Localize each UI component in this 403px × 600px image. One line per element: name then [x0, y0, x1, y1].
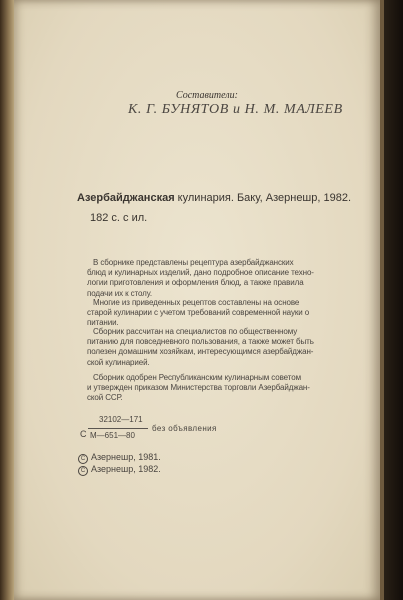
book-spine-left [0, 0, 14, 600]
approval-paragraph [87, 373, 339, 404]
annotation-line: питанию для повседневного пользования, а также может быть [87, 337, 314, 347]
annotation-line: старой кулинарии с учетом требований современной науки о [87, 308, 310, 318]
annotation-line: Многие из приведенных рецептов составлены на основе [93, 298, 300, 307]
catalog-title [77, 192, 351, 204]
annotation-paragraph-2 [87, 298, 339, 329]
copyright-line-1 [78, 452, 161, 464]
annotation-line: В сборнике представлены рецептура азербайджанских [93, 258, 294, 267]
annotation-line: и утвержден приказом Министерства торговли Азербайджан- [87, 383, 310, 393]
compilers-label: Составители: [176, 90, 238, 101]
compilers-names: К. Г. БУНЯТОВ и Н. М. МАЛЕЕВ [128, 102, 343, 117]
copyright-text-1: Азернешр, 1981. [91, 452, 161, 462]
annotation-line: логии приготовления и оформления блюд, а также правила [87, 278, 304, 288]
annotation-line: блюд и кулинарных изделий, дано подробное описание техно- [87, 268, 314, 278]
page-edge [380, 0, 384, 600]
copyright-icon: С [78, 466, 88, 476]
catalog-title-bold: Азербайджанская [77, 192, 175, 204]
annotation-line: Сборник рассчитан на специалистов по общественному [93, 327, 298, 336]
index-numerator: 32102—171 [99, 415, 143, 424]
annotation-line: питании. [87, 318, 119, 328]
annotation-paragraph-1 [87, 258, 339, 299]
fraction-divider [88, 428, 148, 429]
index-denominator: М—651—80 [90, 431, 135, 440]
annotation-line: ской кулинарией. [87, 357, 150, 367]
copyright-text-2: Азернешр, 1982. [91, 464, 161, 474]
index-note: без объявления [152, 424, 217, 433]
annotation-paragraph-3 [87, 327, 339, 368]
annotation-line: ской ССР. [87, 393, 123, 403]
copyright-line-2 [78, 464, 161, 476]
catalog-pages: 182 с. с ил. [90, 212, 148, 224]
catalog-title-rest: кулинария. Баку, Азернешр, 1982. [174, 192, 352, 204]
annotation-line: подачи их к столу. [87, 288, 152, 298]
index-letter: С [80, 429, 87, 439]
annotation-line: Сборник одобрен Республиканским кулинарным советом [93, 373, 301, 382]
annotation-line: полезен домашним хозяйкам, интересующимся азербайджан- [87, 347, 314, 357]
copyright-icon: С [78, 454, 88, 464]
